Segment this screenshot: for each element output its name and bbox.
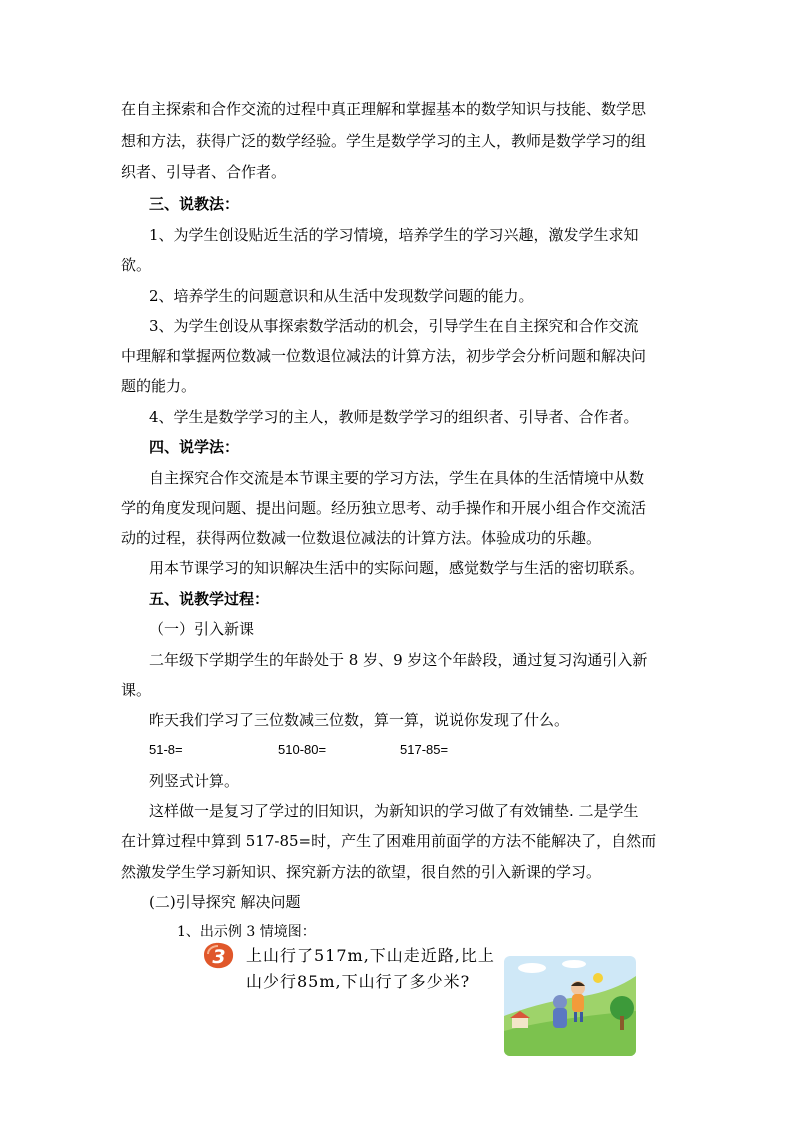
paragraph-line: 3、为学生创设从事探索数学活动的机会，引导学生在自主探究和合作交流 [149,317,639,335]
subsection-heading: （一）引入新课 [149,620,255,638]
calc-expression-1: 51-8= [149,742,183,757]
paragraph-line: 中理解和掌握两位数减一位数退位减法的计算方法，初步学会分析问题和解决问 [121,347,647,365]
paragraph-line: 用本节课学习的知识解决生活中的实际问题，感觉数学与生活的密切联系。 [149,559,645,577]
paragraph-line: 2、培养学生的问题意识和从生活中发现数学问题的能力。 [149,287,534,305]
mountain-hiking-illustration [504,956,636,1056]
example-3-figure [200,940,640,1060]
paragraph-line: 学的角度发现问题、提出问题。经历独立思考、动手操作和开展小组合作交流活 [121,499,647,517]
paragraph-line: 昨天我们学习了三位数减三位数，算一算，说说你发现了什么。 [149,711,570,729]
example-question-line: 山少行85m,下山行了多少米? [246,972,471,991]
paragraph-line: 这样做一是复习了学过的旧知识，为新知识的学习做了有效铺垫. 二是学生 [149,802,639,820]
paragraph-line: 题的能力。 [121,377,197,395]
paragraph-line: 自主探究合作交流是本节课主要的学习方法，学生在具体的生活情境中从数 [149,469,645,487]
paragraph-line: 织者、引导者、合作者。 [121,163,287,181]
svg-text:3: 3 [212,946,226,968]
calc-expression-3: 517-85= [400,742,449,757]
example-question-line: 上山行了517m,下山走近路,比上 [246,946,495,965]
step-line: 1、出示例 3 情境图： [177,924,316,940]
paragraph-line: 然激发学生学习新知识、探究新方法的欲望，很自然的引入新课的学习。 [121,863,602,881]
paragraph-line: 想和方法，获得广泛的数学经验。学生是数学学习的主人，教师是数学学习的组 [121,132,647,150]
paragraph-line: 动的过程，获得两位数减一位数退位减法的计算方法。体验成功的乐趣。 [121,529,602,547]
subsection-heading: (二)引导探究 解决问题 [149,893,301,911]
example-number-badge-icon [200,940,236,970]
section-heading-teaching-process: 五、说教学过程： [149,590,270,608]
section-heading-teaching-method: 三、说教法： [149,195,240,213]
paragraph-line: 1、为学生创设贴近生活的学习情境，培养学生的学习兴趣，激发学生求知 [149,226,639,244]
paragraph-line: 在自主探索和合作交流的过程中真正理解和掌握基本的数学知识与技能、数学思 [121,100,647,118]
paragraph-line: 课。 [121,681,152,699]
section-heading-learning-method: 四、说学法： [149,438,240,456]
paragraph-line: 欲。 [121,256,152,274]
paragraph-line: 4、学生是数学学习的主人，教师是数学学习的组织者、引导者、合作者。 [149,408,639,426]
paragraph-line: 在计算过程中算到 517-85=时，产生了困难用前面学的方法不能解决了，自然而 [121,832,657,850]
paragraph-line: 列竖式计算。 [149,772,240,790]
calc-expression-2: 510-80= [278,742,327,757]
paragraph-line: 二年级下学期学生的年龄处于 8 岁、9 岁这个年龄段，通过复习沟通引入新 [149,651,648,669]
